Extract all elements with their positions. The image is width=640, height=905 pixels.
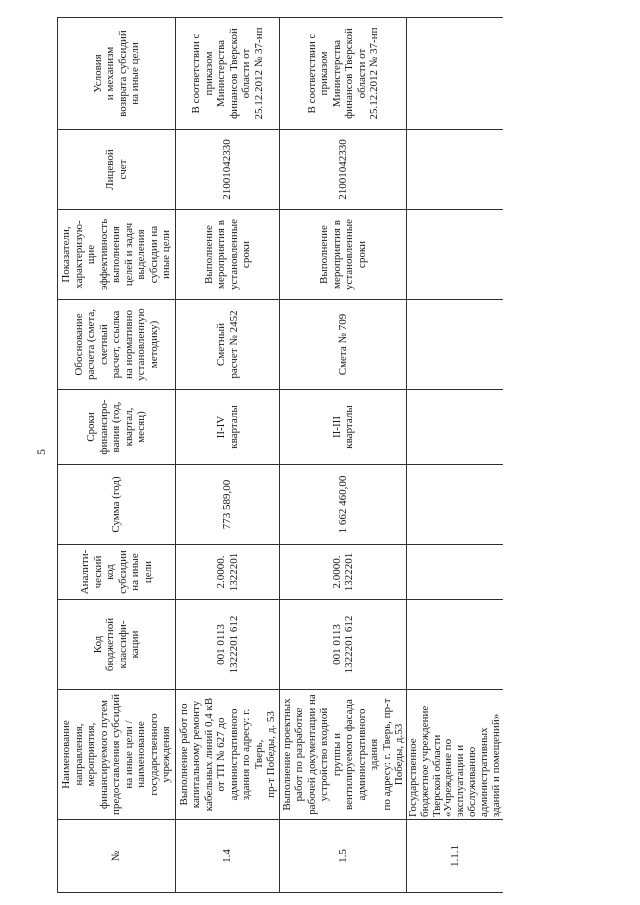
cell-amount: 773 589,00 bbox=[176, 465, 280, 545]
cell-return-conditions: В соответствии с приказом Министерства финансов Тверской области от 25.12.2012 № 37-нп bbox=[176, 18, 280, 130]
header-indicators: Показатели, характеризую- щие эффективность выполнения целей и задач выделения субсидии на иные цели bbox=[58, 210, 176, 300]
cell-analytic-code: 2.0000. 1322201 bbox=[176, 545, 280, 600]
cell-account: 21001042330 bbox=[280, 130, 407, 210]
cell-empty bbox=[407, 300, 503, 390]
header-financing-period: Сроки финансиро- вания (год, квартал, месяц) bbox=[58, 390, 176, 465]
cell-name: Государственное бюджетное учреждение Тверской области «Учреждение по эксплуатации и обслуживанию административных зданий и помещений» bbox=[407, 690, 503, 820]
cell-amount: 1 662 460,00 bbox=[280, 465, 407, 545]
table-row bbox=[176, 18, 280, 893]
subsidy-table bbox=[57, 17, 503, 893]
cell-empty bbox=[407, 210, 503, 300]
header-name: Наименование направления, мероприятия, финансируемого путем предоставления субсидий на иные цели / наименование государственного учреждения bbox=[58, 690, 176, 820]
cell-number: 1.5 bbox=[280, 820, 407, 893]
header-justification: Обоснование расчета (смета, сметный расчет, ссылка на нормативно установленную методику) bbox=[58, 300, 176, 390]
cell-budget-code: 001 0113 1322201 612 bbox=[280, 600, 407, 690]
cell-financing-period: II-IV кварталы bbox=[176, 390, 280, 465]
header-budget-code: Код бюджетной классифи- кации bbox=[58, 600, 176, 690]
cell-indicators: Выполнение мероприятия в установленные сроки bbox=[176, 210, 280, 300]
cell-empty bbox=[407, 18, 503, 130]
cell-name: Выполнение работ по капитальному ремонту кабельных линий 0,4 кВ от ТП № 627 до административного здания по адресу: г. Тверь, пр-т Победы, д. 53 bbox=[176, 690, 280, 820]
cell-number: 1.4 bbox=[176, 820, 280, 893]
cell-return-conditions: В соответствии с приказом Министерства финансов Тверской области от 25.12.2012 № 37-нп bbox=[280, 18, 407, 130]
header-number: № bbox=[58, 820, 176, 893]
cell-empty bbox=[407, 130, 503, 210]
header-account: Лицевой счет bbox=[58, 130, 176, 210]
table-row bbox=[407, 18, 503, 893]
cell-indicators: Выполнение мероприятия в установленные сроки bbox=[280, 210, 407, 300]
cell-account: 21001042330 bbox=[176, 130, 280, 210]
cell-justification: Смета № 709 bbox=[280, 300, 407, 390]
table-header-row bbox=[58, 18, 176, 893]
cell-number: 1.1.1 bbox=[407, 820, 503, 893]
header-amount: Сумма (год) bbox=[58, 465, 176, 545]
header-return-conditions: Условия и механизм возврата субсидий на иные цели bbox=[58, 18, 176, 130]
table-row bbox=[280, 18, 407, 893]
header-analytic-code: Аналити- ческий код субсидии на иные цели bbox=[58, 545, 176, 600]
cell-financing-period: II-III кварталы bbox=[280, 390, 407, 465]
cell-empty bbox=[407, 465, 503, 545]
cell-empty bbox=[407, 600, 503, 690]
cell-analytic-code: 2.0000. 1322201 bbox=[280, 545, 407, 600]
cell-budget-code: 001 0113 1322201 612 bbox=[176, 600, 280, 690]
cell-justification: Сметный расчет № 2452 bbox=[176, 300, 280, 390]
cell-empty bbox=[407, 545, 503, 600]
cell-empty bbox=[407, 390, 503, 465]
cell-name: Выполнение проектных работ по разработке рабочей документации на устройство входной группы и вентилируемого фасада административного здания по адресу: г. Тверь, пр-т Победы, д.53 bbox=[280, 690, 407, 820]
page-number: 5 bbox=[34, 449, 48, 455]
